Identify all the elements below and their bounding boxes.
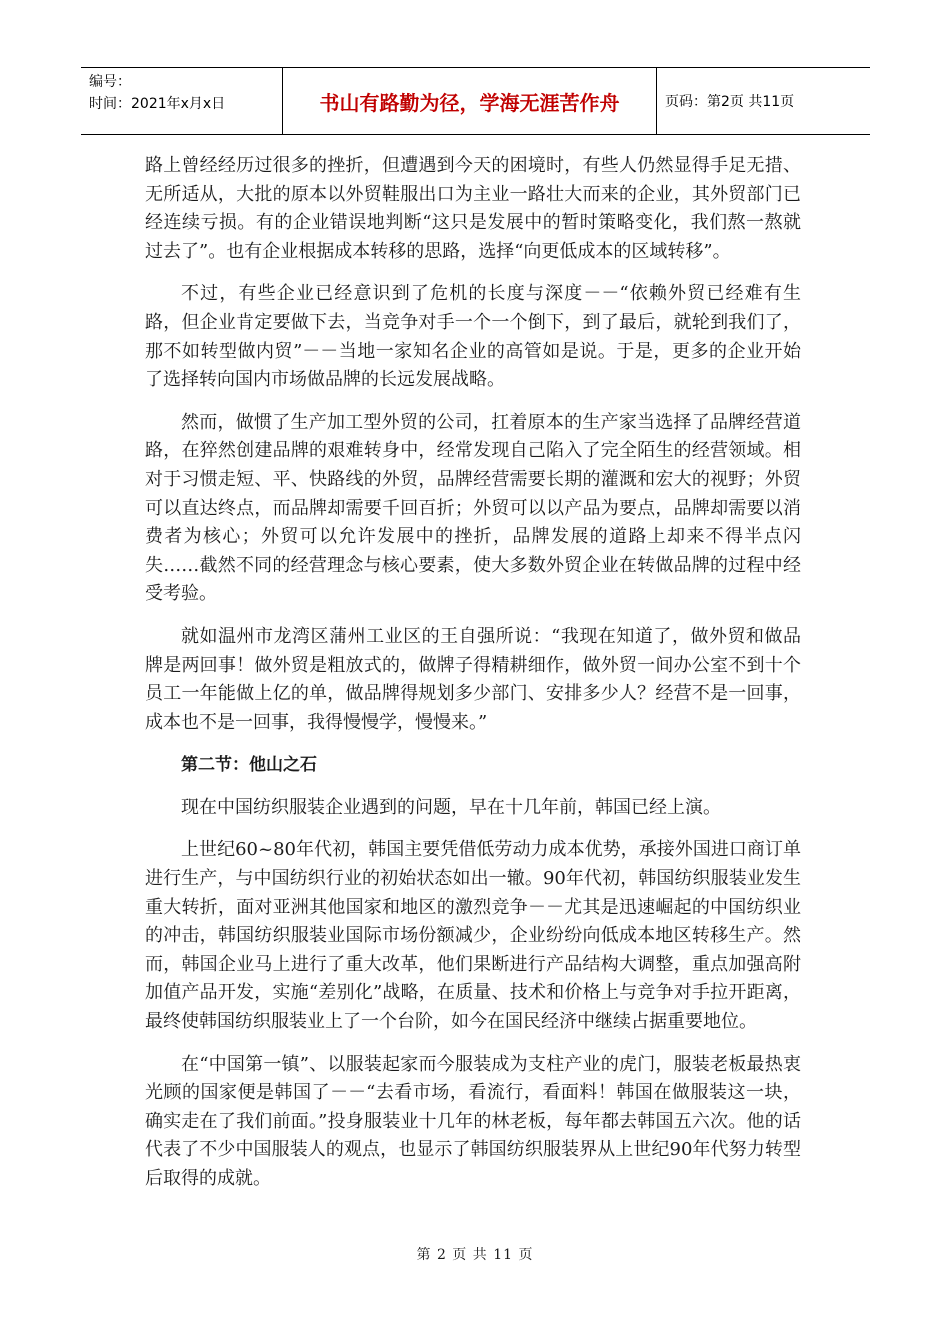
- header-date: 时间：2021年x月x日: [89, 96, 226, 112]
- header-number: 编号：: [89, 74, 131, 90]
- header-motto: 书山有路勤为径，学海无涯苦作舟: [283, 68, 657, 134]
- paragraph: 在“中国第一镇”、以服装起家而今服装成为支柱产业的虎门，服装老板最热衷光顾的国家便是韩国了－－“去看市场，看流行，看面料！韩国在做服装这一块，确实走在了我们前面。”投身服装业十几年的林老板，每年都去韩国五六次。他的话代表了不少中国服装人的观点，也显示了韩国纺织服装界从上世纪90年代努力转型后取得的成就。: [145, 1053, 801, 1189]
- paragraph: 就如温州市龙湾区蒲州工业区的王自强所说：“我现在知道了，做外贸和做品牌是两回事！做外贸是粗放式的，做牌子得精耕细作，做外贸一间办公室不到十个员工一年能做上亿的单，做品牌得规划多少部门、安排多少人？经营不是一回事，成本也不是一回事，我得慢慢学，慢慢来。”: [145, 625, 801, 733]
- paragraph: 不过，有些企业已经意识到了危机的长度与深度－－“依赖外贸已经难有生路，但企业肯定要做下去，当竞争对手一个一个倒下，到了最后，就轮到我们了，那不如转型做内贸”－－当地一家知名企业的高管如是说。于是，更多的企业开始了选择转向国内市场做品牌的长远发展战略。: [145, 283, 801, 391]
- page-footer: 第 2 页 共 11 页: [416, 1247, 534, 1263]
- header-page-number: 页码：第2页 共11页: [665, 94, 795, 110]
- paragraph: 路上曾经经历过很多的挫折，但遭遇到今天的困境时，有些人仍然显得手足无措、无所适从，大批的原本以外贸鞋服出口为主业一路壮大而来的企业，其外贸部门已经连续亏损。有的企业错误地判断“这只是发展中的暂时策略变化，我们熬一熬就过去了”。也有企业根据成本转移的思路，选择“向更低成本的区域转移”。: [145, 155, 801, 262]
- paragraph: 然而，做惯了生产加工型外贸的公司，扛着原本的生产家当选择了品牌经营道路，在猝然创建品牌的艰难转身中，经常发现自己陷入了完全陌生的经营领域。相对于习惯走短、平、快路线的外贸，品牌经营需要长期的灌溉和宏大的视野；外贸可以直达终点，而品牌却需要千回百折；外贸可以以产品为要点，品牌却需要以消费者为核心；外贸可以允许发展中的挫折，品牌发展的道路上却来不得半点闪失……截然不同的经营理念与核心要素，使大多数外贸企业在转做品牌的过程中经受考验。: [145, 411, 801, 605]
- header-meta: [81, 68, 283, 134]
- section-heading: 第二节：他山之石: [181, 755, 317, 776]
- paragraph: 现在中国纺织服装企业遇到的问题，早在十几年前，韩国已经上演。: [181, 796, 721, 818]
- page-header: [81, 67, 870, 135]
- document-body: [145, 152, 801, 1208]
- paragraph: 上世纪60~80年代初，韩国主要凭借低劳动力成本优势，承接外国进口商订单进行生产，与中国纺织行业的初始状态如出一辙。90年代初，韩国纺织服装业发生重大转折，面对亚洲其他国家和地区的激烈竞争－－尤其是迅速崛起的中国纺织业的冲击，韩国纺织服装业国际市场份额减少，企业纷纷向低成本地区转移生产。然而，韩国企业马上进行了重大改革，他们果断进行产品结构大调整，重点加强高附加值产品开发，实施“差别化”战略，在质量、技术和价格上与竞争对手拉开距离，最终使韩国纺织服装业上了一个台阶，如今在国民经济中继续占据重要地位。: [145, 839, 801, 1033]
